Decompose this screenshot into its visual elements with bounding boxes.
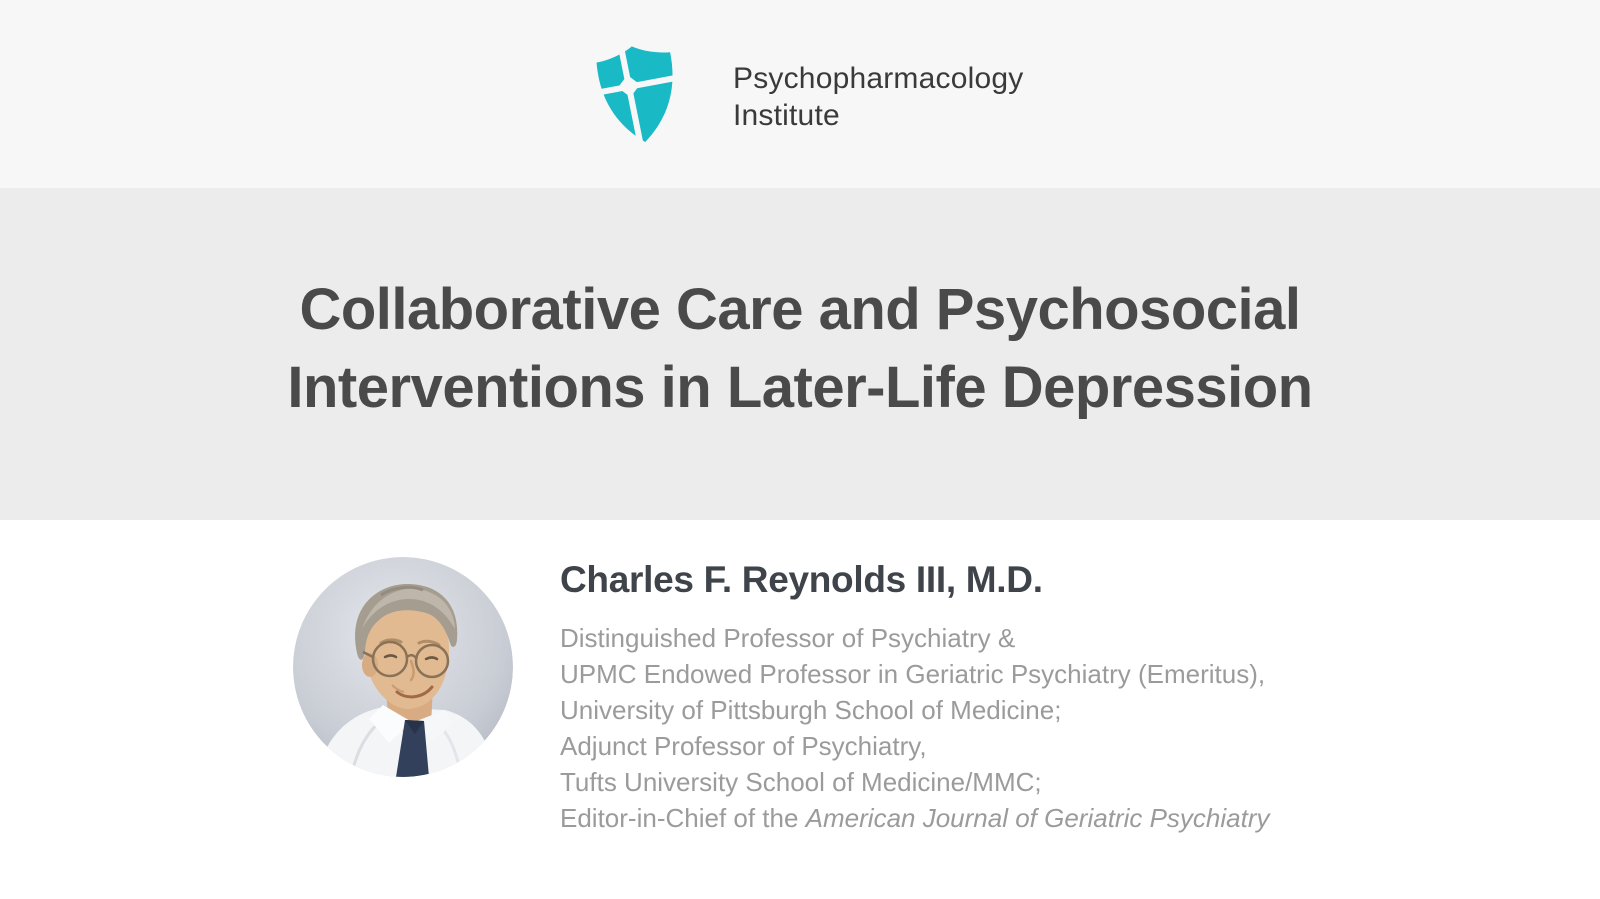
brand-logo xyxy=(590,44,1023,148)
credential-line: Distinguished Professor of Psychiatry & xyxy=(560,623,1016,653)
credential-line: UPMC Endowed Professor in Geriatric Psychiatry (Emeritus), xyxy=(560,659,1266,689)
title-banner xyxy=(0,188,1600,520)
brand-name-line2: Institute xyxy=(733,99,840,132)
presenter-section xyxy=(0,520,1600,899)
credential-line: University of Pittsburgh School of Medicine; xyxy=(560,695,1062,725)
presenter-name: Charles F. Reynolds III, M.D. xyxy=(560,559,1043,600)
presenter-bio xyxy=(560,558,1460,836)
presenter-photo xyxy=(293,557,513,777)
header-band xyxy=(0,0,1600,188)
credential-prefix: Editor-in-Chief of the xyxy=(560,803,806,833)
credential-line: Adjunct Professor of Psychiatry, xyxy=(560,731,927,761)
portrait-illustration xyxy=(293,557,513,777)
brand-name xyxy=(733,44,1023,134)
slide-title-line2: Interventions in Later-Life Depression xyxy=(287,355,1313,420)
slide-title xyxy=(287,271,1312,427)
journal-name: American Journal of Geriatric Psychiatry xyxy=(805,803,1270,833)
credential-line: Tufts University School of Medicine/MMC; xyxy=(560,767,1042,797)
brand-name-line1: Psychopharmacology xyxy=(733,62,1024,95)
slide-title-line1: Collaborative Care and Psychosocial xyxy=(299,277,1301,342)
presenter-credentials xyxy=(560,620,1460,836)
shield-cross-logo-icon xyxy=(590,44,687,148)
credential-line-editor-in-chief xyxy=(560,800,1460,836)
